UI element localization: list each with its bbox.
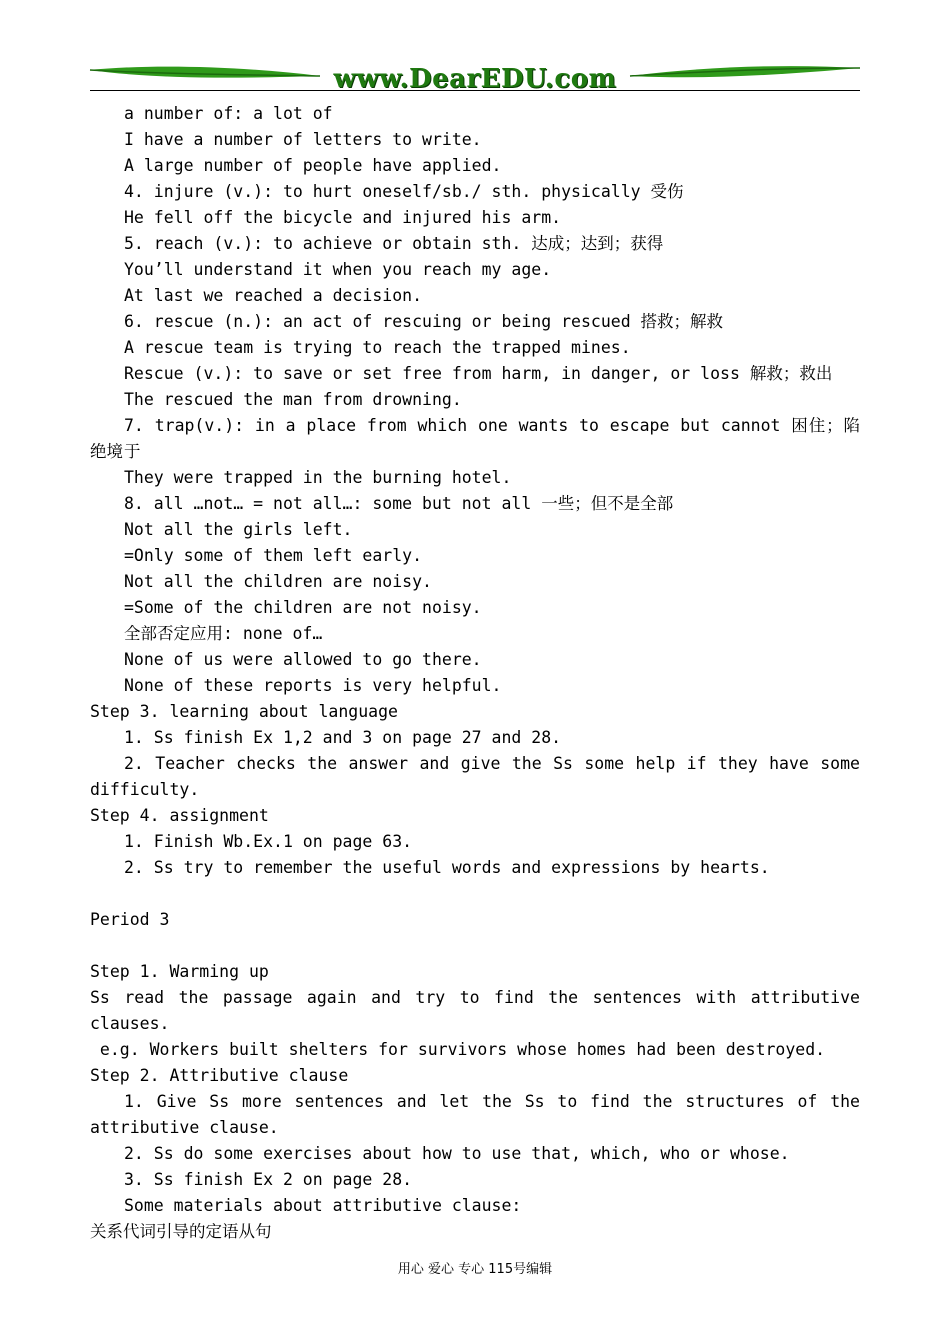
text-line: 6. rescue (n.): an act of rescuing or being rescued 搭救；解救: [124, 312, 724, 331]
text-line: 3. Ss finish Ex 2 on page 28.: [124, 1170, 413, 1189]
text-line: Not all the girls left.: [124, 520, 353, 539]
header-divider: [90, 90, 860, 91]
blank-line: [90, 881, 860, 907]
text-line: attributive clause.: [90, 1118, 279, 1137]
text-line: difficulty.: [90, 780, 200, 799]
period-heading: Period 3: [90, 910, 170, 929]
blank-line: [90, 933, 860, 959]
text-line: 1. Ss finish Ex 1,2 and 3 on page 27 and 28.: [124, 728, 562, 747]
text-line: 绝境: [90, 442, 123, 461]
page-footer: 用心 爱心 专心 115号编辑: [397, 1262, 553, 1277]
step-heading: Step 4. assignment: [90, 806, 269, 825]
text-line: 1. Finish Wb.Ex.1 on page 63.: [124, 832, 413, 851]
site-logo-text[interactable]: www.DearEDU.com: [333, 64, 617, 94]
text-line: He fell off the bicycle and injured his arm.: [124, 208, 562, 227]
text-line: 8. all …not… = not all…: some but not all 一些；但不是全部: [124, 494, 674, 513]
text-line: 2. Teacher checks the answer and give the Ss some help if they have some: [124, 754, 860, 773]
text-line: 4. injure (v.): to hurt oneself/sb./ sth. physically 受伤: [124, 182, 684, 201]
text-line: The rescued the man from drowning.: [124, 390, 462, 409]
text-line: Not all the children are noisy.: [124, 572, 432, 591]
text-line: A rescue team is trying to reach the trapped mines.: [124, 338, 631, 357]
text-line: e.g. Workers built shelters for survivors whose homes had been destroyed.: [90, 1040, 826, 1059]
text-line: A large number of people have applied.: [124, 156, 502, 175]
text-line: 5. reach (v.): to achieve or obtain sth. 达成；达到；获得: [124, 234, 664, 253]
section-heading: 关系代词引导的定语从句: [90, 1222, 272, 1241]
step-heading: Step 2. Attributive clause: [90, 1066, 349, 1085]
text-line: 2. Ss try to remember the useful words and expressions by hearts.: [124, 858, 770, 877]
text-line: a number of: a lot of: [124, 104, 333, 123]
text-line: None of us were allowed to go there.: [124, 650, 482, 669]
text-line: They were trapped in the burning hotel.: [124, 468, 512, 487]
step-heading: Step 1. Warming up: [90, 962, 269, 981]
text-line: =Only some of them left early.: [124, 546, 423, 565]
text-line: Rescue (v.): to save or set free from harm, in danger, or loss 解救；救出: [124, 364, 833, 383]
text-line: 全部否定应用: none of…: [124, 624, 323, 643]
text-line: clauses.: [90, 1014, 170, 1033]
text-line: 1. Give Ss more sentences and let the Ss to find the structures of the: [124, 1092, 860, 1111]
text-line: None of these reports is very helpful.: [124, 676, 502, 695]
text-line: I have a number of letters to write.: [124, 130, 482, 149]
text-line: 2. Ss do some exercises about how to use that, which, who or whose.: [124, 1144, 790, 1163]
text-line: =Some of the children are not noisy.: [124, 598, 482, 617]
text-line: 7. trap(v.): in a place from which one wants to escape but cannot 困住；陷于: [124, 416, 860, 461]
step-heading: Step 3. learning about language: [90, 702, 398, 721]
document-body: [90, 101, 860, 1245]
text-line: At last we reached a decision.: [124, 286, 423, 305]
text-line: Ss read the passage again and try to find the sentences with attributive: [90, 988, 860, 1007]
text-line: You’ll understand it when you reach my age.: [124, 260, 552, 279]
text-line: Some materials about attributive clause:: [124, 1196, 522, 1215]
